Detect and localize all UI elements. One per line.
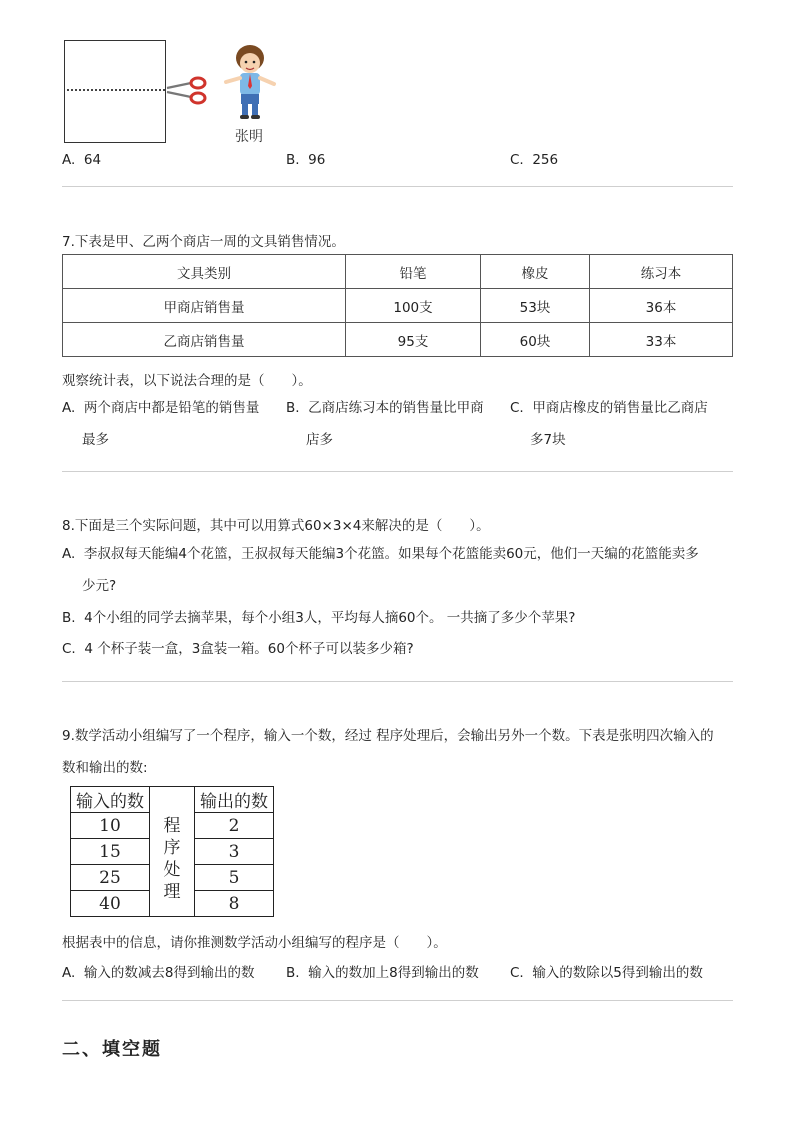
- process-char: 程: [163, 816, 181, 836]
- table-row: [63, 323, 733, 357]
- input-header: 输入的数: [71, 787, 150, 813]
- process-char: 处: [163, 860, 181, 880]
- option-text: 4 个杯子装一盒，3盒装一箱。60个杯子可以装多少箱?: [84, 641, 414, 657]
- input-value: 15: [71, 839, 150, 865]
- dotted-cut-line: [67, 89, 165, 91]
- process-label-cell: [150, 787, 195, 917]
- q9-stem: 9.数学活动小组编写了一个程序，输入一个数，经过 程序处理后，会输出另外一个数。下表是张明四次输入的: [62, 728, 714, 744]
- option-text: 4个小组的同学去摘苹果，每个小组3人，平均每人摘60个。 一共摘了多少个苹果?: [84, 610, 576, 626]
- q8-option-c[interactable]: [62, 633, 733, 665]
- paper-square-figure: [64, 40, 166, 143]
- scissors-icon: [165, 74, 211, 108]
- input-value: 25: [71, 865, 150, 891]
- table-cell: 60块: [481, 323, 590, 357]
- section-heading: 二、填空题: [62, 1039, 162, 1060]
- option-text: 两个商店中都是铅笔的销售量: [83, 400, 260, 416]
- q9-option-a[interactable]: [62, 961, 254, 981]
- q8-option-b[interactable]: [62, 602, 733, 634]
- q8-stem: 8.下面是三个实际问题，其中可以用算式60×3×4来解决的是（ ）。: [62, 518, 490, 534]
- table-header-cell: 文具类别: [63, 255, 346, 289]
- option-text: 64: [83, 152, 102, 168]
- q9-stem-cont: 数和输出的数:: [62, 760, 148, 776]
- table-cell: 95支: [346, 323, 481, 357]
- option-letter: A.: [62, 400, 76, 416]
- table-cell: 33本: [590, 323, 733, 357]
- option-letter: A.: [62, 965, 76, 981]
- option-text: 乙商店练习本的销售量比甲商: [308, 400, 484, 416]
- option-text: 李叔叔每天能编4个花篮，王叔叔每天能编3个花篮。如果每个花篮能卖60元，他们一天编的花篮能卖多: [83, 546, 699, 562]
- output-value: 3: [195, 839, 274, 865]
- output-value: 8: [195, 891, 274, 917]
- q7-option-a[interactable]: [62, 392, 277, 456]
- q7-sales-table: [62, 254, 733, 357]
- separator: [62, 681, 733, 682]
- q7-question: 观察统计表，以下说法合理的是（ ）。: [62, 373, 312, 389]
- table-cell: 36本: [590, 289, 733, 323]
- option-letter: B.: [286, 400, 300, 416]
- separator: [62, 186, 733, 187]
- q9-option-c[interactable]: [510, 961, 703, 981]
- separator: [62, 471, 733, 472]
- q6-option-a[interactable]: [62, 152, 101, 168]
- option-text: 输入的数减去8得到输出的数: [83, 965, 255, 981]
- q8-option-a[interactable]: [62, 538, 733, 602]
- table-header-cell: 练习本: [590, 255, 733, 289]
- figure-caption: 张明: [235, 129, 263, 145]
- option-text: 96: [308, 152, 326, 168]
- option-letter: A.: [62, 546, 76, 562]
- option-text: 输入的数加上8得到输出的数: [308, 965, 479, 981]
- table-row: [63, 289, 733, 323]
- q9-question: 根据表中的信息，请你推测数学活动小组编写的程序是（ ）。: [62, 935, 447, 951]
- q6-option-c[interactable]: [510, 152, 558, 168]
- option-letter: A.: [62, 152, 76, 168]
- option-letter: B.: [286, 965, 300, 981]
- q7-option-c[interactable]: [510, 392, 733, 456]
- input-value: 10: [71, 813, 150, 839]
- option-text: 输入的数除以5得到输出的数: [532, 965, 703, 981]
- table-cell: 100支: [346, 289, 481, 323]
- option-letter: C.: [62, 641, 76, 657]
- table-header-row: [63, 255, 733, 289]
- option-letter: C.: [510, 152, 524, 168]
- output-value: 5: [195, 865, 274, 891]
- q9-program-table: [70, 786, 274, 917]
- option-text: 甲商店橡皮的销售量比乙商店: [532, 400, 708, 416]
- input-value: 40: [71, 891, 150, 917]
- table-cell: 53块: [481, 289, 590, 323]
- q7-stem: 7.下表是甲、乙两个商店一周的文具销售情况。: [62, 234, 345, 250]
- process-char: 序: [163, 838, 181, 858]
- option-letter: C.: [510, 965, 524, 981]
- table-header-cell: 橡皮: [481, 255, 590, 289]
- q9-option-b[interactable]: [286, 961, 479, 981]
- option-letter: B.: [62, 610, 76, 626]
- output-value: 2: [195, 813, 274, 839]
- table-header-row: [71, 787, 274, 813]
- process-char: 理: [163, 882, 181, 902]
- option-letter: C.: [510, 400, 524, 416]
- option-text: 256: [532, 152, 559, 168]
- output-header: 输出的数: [195, 787, 274, 813]
- boy-zhangming-illustration: [222, 42, 278, 122]
- separator: [62, 1000, 733, 1001]
- option-text-cont: 多7块: [530, 432, 566, 448]
- option-text-cont: 店多: [306, 432, 333, 448]
- table-header-cell: 铅笔: [346, 255, 481, 289]
- option-text-cont: 最多: [82, 432, 109, 448]
- option-text-cont: 少元?: [82, 578, 117, 594]
- table-cell: 甲商店销售量: [63, 289, 346, 323]
- option-letter: B.: [286, 152, 300, 168]
- table-cell: 乙商店销售量: [63, 323, 346, 357]
- q6-option-b[interactable]: [286, 152, 325, 168]
- q7-option-b[interactable]: [286, 392, 501, 456]
